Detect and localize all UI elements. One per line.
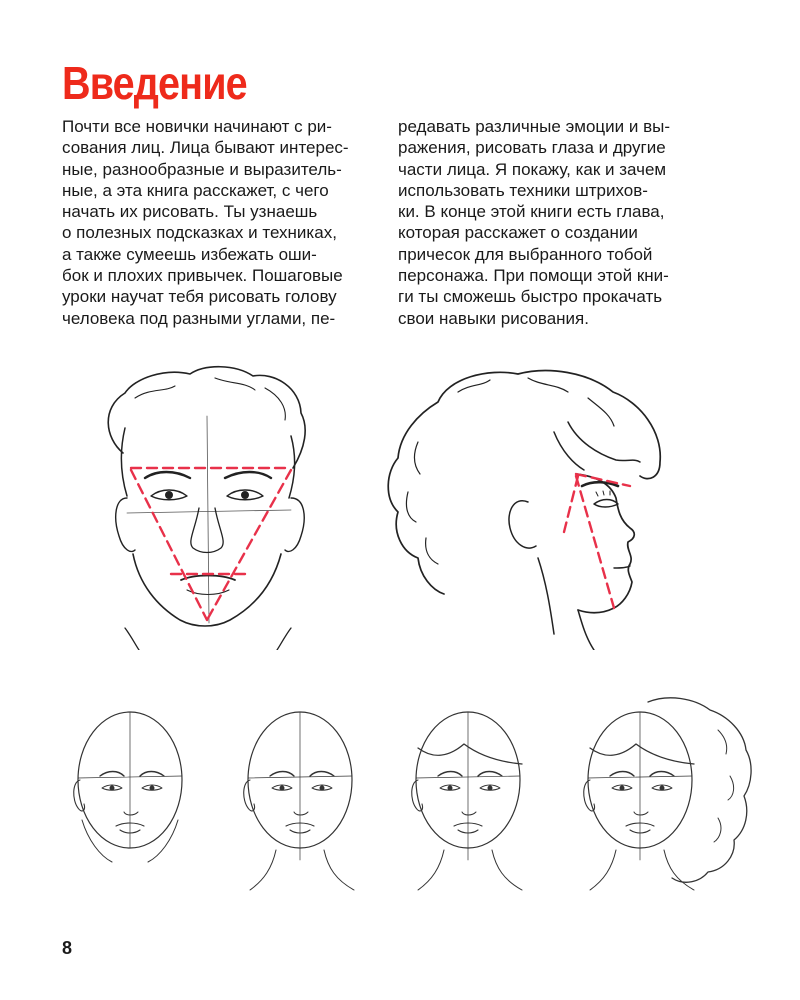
text-line: свои навыки рисования. bbox=[398, 308, 589, 328]
text-line: ги ты сможешь быстро прокачать bbox=[398, 287, 663, 307]
page-number: 8 bbox=[62, 938, 73, 958]
text-line: использовать техники штрихов- bbox=[398, 180, 648, 200]
text-line: ки. В конце этой книги есть глава, bbox=[398, 202, 665, 222]
text-line: причесок для выбранного тобой bbox=[398, 244, 653, 264]
text-line: части лица. Я покажу, как и зачем bbox=[398, 159, 667, 179]
text-line: а также сумеешь избежать оши- bbox=[62, 244, 317, 264]
page-title: Введение bbox=[62, 57, 247, 109]
head-step-3-icon bbox=[404, 700, 534, 900]
head-step-1-icon bbox=[70, 700, 190, 900]
text-line: которая расскажет о создании bbox=[398, 223, 638, 243]
text-line: персонажа. При помощи этой кни- bbox=[398, 266, 669, 286]
text-line: ные, а эта книга расскажет, с чего bbox=[62, 180, 329, 200]
intro-text-right-column bbox=[398, 116, 708, 329]
front-face-guides-icon bbox=[95, 358, 320, 650]
text-line: начать их рисовать. Ты узнаешь bbox=[62, 202, 318, 222]
head-step-4-icon bbox=[568, 690, 758, 900]
text-line: редавать различные эмоции и вы- bbox=[398, 117, 670, 136]
text-line: сования лиц. Лица бывают интерес- bbox=[62, 138, 349, 158]
text-line: Почти все новички начинают с ри- bbox=[62, 117, 332, 136]
text-line: ражения, рисовать глаза и другие bbox=[398, 138, 666, 158]
intro-text-left-column bbox=[62, 116, 380, 329]
text-line: человека под разными углами, пе- bbox=[62, 308, 336, 328]
text-line: уроки научат тебя рисовать голову bbox=[62, 287, 337, 307]
profile-head-guides-icon bbox=[378, 362, 678, 650]
text-line: о полезных подсказках и техниках, bbox=[62, 223, 337, 243]
text-line: бок и плохих привычек. Пошаговые bbox=[62, 266, 343, 286]
text-line: ные, разнообразные и выразитель- bbox=[62, 159, 342, 179]
head-step-2-icon bbox=[236, 700, 366, 900]
